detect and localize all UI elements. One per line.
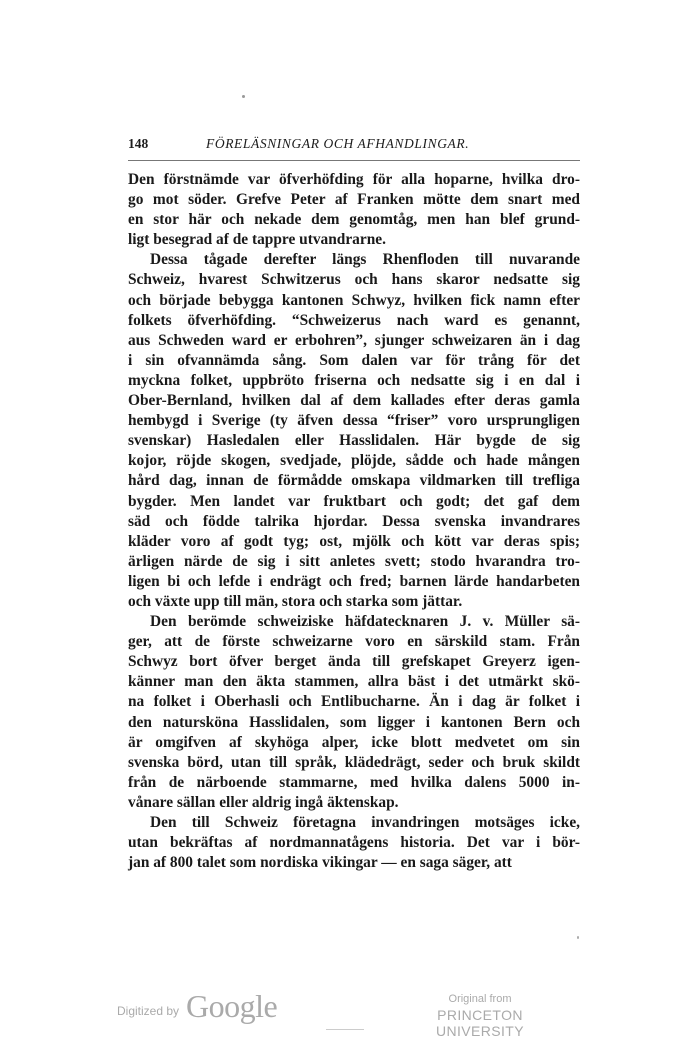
running-title: FÖRELÄSNINGAR OCH AFHANDLINGAR. <box>206 136 470 151</box>
text-line: Ober-Bernland, hvilken dal af dem kallades efter deras gamla <box>128 392 580 410</box>
text-line: och växte upp till män, stora och starka som jättar. <box>128 592 463 610</box>
text-line: Dessa tågade derefter längs Rhenfloden till nuvarande <box>150 251 580 269</box>
text-line: Schwyz bort öfver berget ända till grefskapet Greyerz igen- <box>128 653 580 671</box>
scan-speck <box>242 95 245 98</box>
text-line: kojor, röjde skogen, svedjade, plöjde, sådde och hade mången <box>128 452 580 470</box>
google-logo: Google <box>186 988 278 1024</box>
text-line: jan af 800 talet som nordiska vikingar — en saga säger, att <box>128 854 512 872</box>
paragraph <box>128 612 580 813</box>
text-line: utan bekräftas af nordmannatågens historia. Det var i bör- <box>128 834 580 852</box>
text-line: Den till Schweiz företagna invandringen motsäges icke, <box>150 814 580 831</box>
text-line: säd och födde talrika hjordar. Dessa svenska invandrares <box>128 512 580 530</box>
page-number: 148 <box>128 136 149 151</box>
text-line: ligt besegrad af de tappre utvandrarne. <box>128 231 386 249</box>
paragraph <box>128 170 580 250</box>
text-line: aus Schweden ward er erbohren”, sjunger schweizaren än i dag <box>128 331 580 349</box>
text-line: go mot söder. Grefve Peter af Franken mötte dem snart med <box>128 191 580 209</box>
text-line: från de närboende stammarne, med hvilka dalens 5000 in- <box>128 773 580 791</box>
text-line: vånare sällan eller aldrig ingå äktenskap. <box>128 793 399 811</box>
text-line: na folket i Oberhasli och Entlibucharne. Än i dag är folket i <box>128 693 580 711</box>
text-line: en stor här och nekade dem genomtåg, men han blef grund- <box>128 211 580 229</box>
bottom-rule <box>326 1029 364 1030</box>
text-line: myckna folket, uppbröto friserna och nedsatte sig i en dal i <box>128 371 580 389</box>
text-line: är omgifven af skyhöga alper, icke blott medvetet om sin <box>128 733 580 751</box>
text-line: i sin ofvannämda sång. Som dalen var för trång för det <box>128 351 580 369</box>
text-line: svenskar) Hasledalen eller Hasslidalen. Här bygde de sig <box>128 432 580 450</box>
header-rule <box>128 160 580 161</box>
institution-label: PRINCETON UNIVERSITY <box>435 1007 524 1039</box>
text-line: Schweiz, hvarest Schwitzerus och hans skaror nedsatte sig <box>128 271 580 289</box>
page-header <box>128 136 580 156</box>
paragraph <box>128 250 580 612</box>
text-line: ärligen närde de sig i sitt anletes svett; stodo hvarandra tro- <box>128 552 580 570</box>
text-line: den natursköna Hasslidalen, som ligger i kantonen Bern och <box>128 713 580 731</box>
text-line: hembygd i Sverige (ty äfven dessa “friser” voro ursprungligen <box>128 412 580 430</box>
paragraph <box>128 813 580 873</box>
text-line: Den förstnämde var öfverhöfding för alla hoparne, hvilka dro- <box>128 171 580 188</box>
digitized-by-label: Digitized by <box>117 1004 180 1018</box>
text-line: ger, att de förste schweizarne voro en särskild stam. Från <box>128 633 580 651</box>
text-line: kläder voro af godt tyg; ost, mjölk och kött var deras spis; <box>128 532 580 550</box>
text-line: svenska börd, utan till språk, klädedrägt, seder och bruk skildt <box>128 753 580 771</box>
scan-speck <box>577 936 579 939</box>
text-line: folkets öfverhöfding. “Schweizerus nach ward es genannt, <box>128 311 580 329</box>
original-from-label: Original from <box>448 993 512 1005</box>
text-line: och började bebygga kantonen Schwyz, hvilken fick namn efter <box>128 291 580 309</box>
text-line: hård dag, innan de förmådde omskapa vildmarken till trefliga <box>128 472 580 490</box>
text-line: Den berömde schweiziske häfdatecknaren J. v. Müller sä- <box>150 613 580 631</box>
text-line: bygder. Men landet var fruktbart och godt; det gaf dem <box>128 492 580 510</box>
body-text <box>128 170 580 873</box>
text-line: ligen bi och lefde i endrägt och fred; barnen lärde handarbeten <box>128 572 580 590</box>
text-line: känner man den äkta stammen, allra bäst i det utmärkt skö- <box>128 673 580 691</box>
